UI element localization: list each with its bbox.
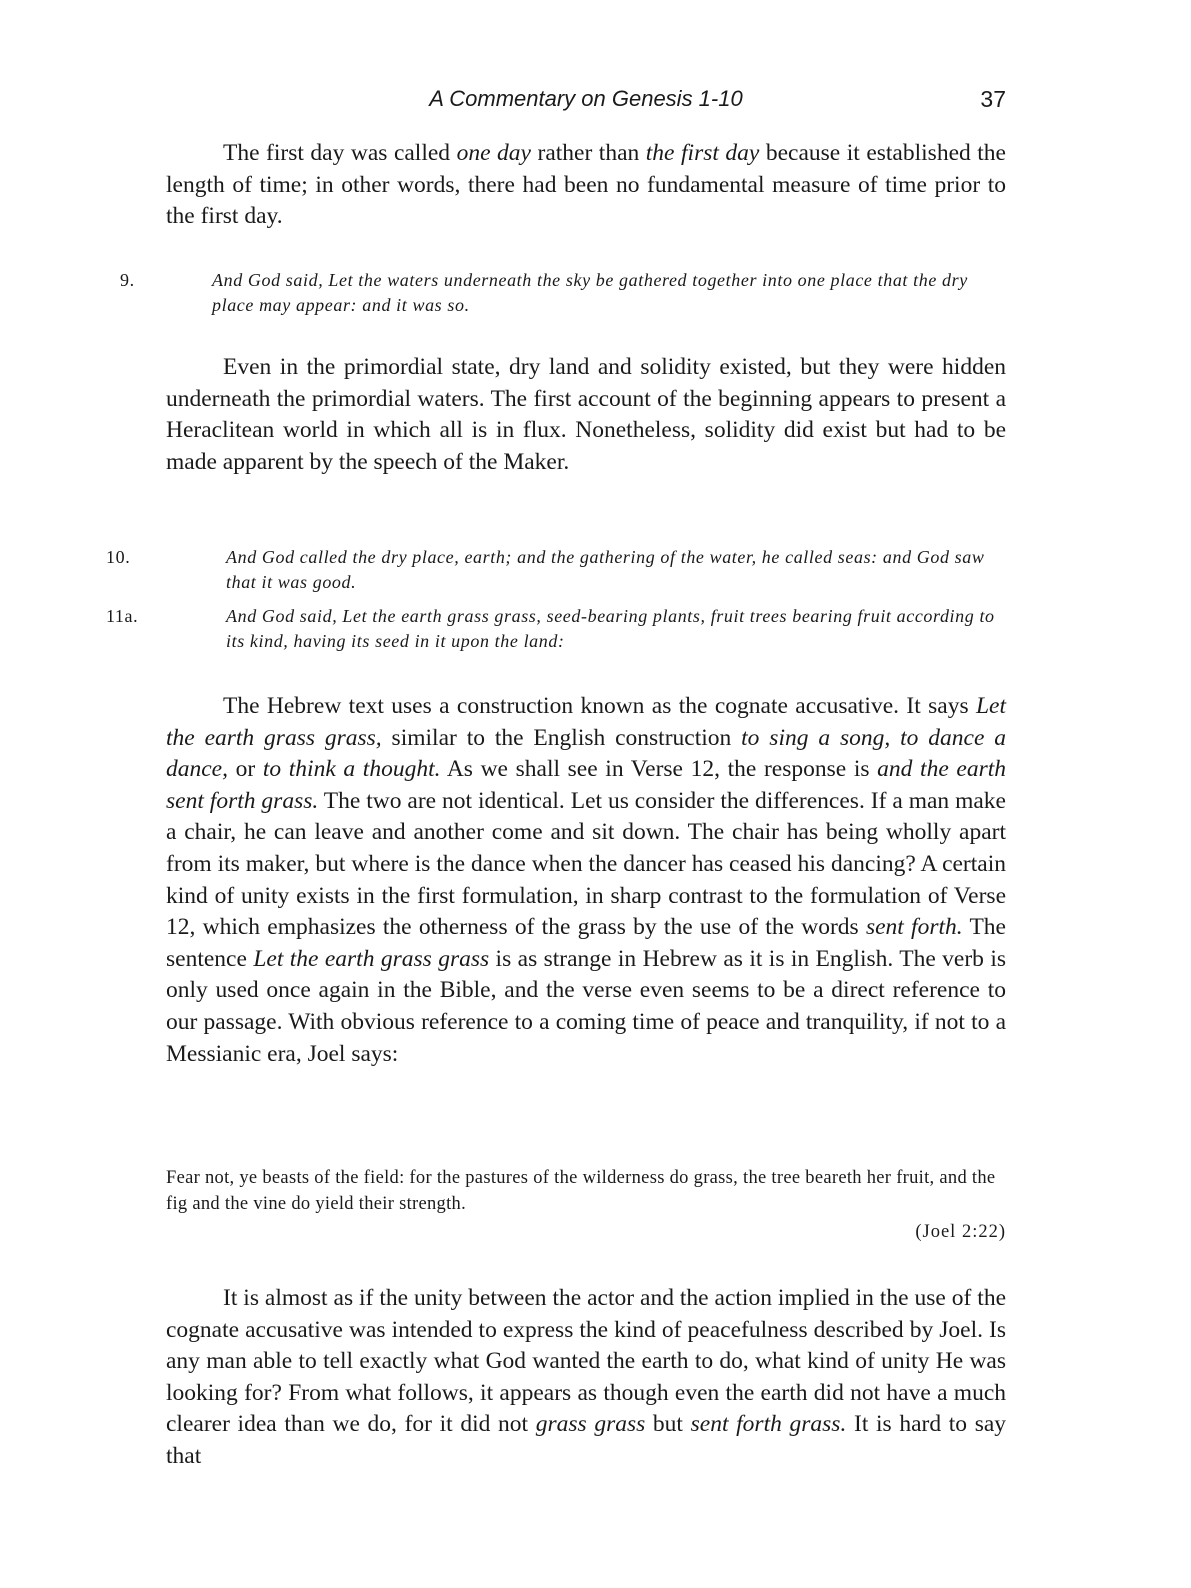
italic-phrase: and the earth sent forth grass. [166,756,1006,814]
italic-phrase: Let the earth grass grass [253,945,490,972]
text-run: because it established the length of time; in other words, there had been no fundamental measure of time prior to the first day. [166,140,1006,230]
italic-phrase: to think a thought. [262,756,441,783]
verse-text: And God called the dry place, earth; and the gathering of the water, he called seas: and God saw that it was good. [226,547,985,592]
verse-text: And God said, Let the earth grass grass, seed-bearing plants, fruit trees bearing fruit according to its kind, having its seed in it upon the land: [226,606,995,651]
text-run: The two are not identical. Let us consider the differences. If a man make a chair, he can leave and another come and sit down. The chair has being wholly apart from its maker, but where is the dance when the dancer has ceased his dancing? A certain kind of unity exists in the first formulation, in sharp contrast to the formulation of Verse 12, which emphasizes the otherness of the grass by the use of the words [166,787,1006,941]
paragraph-first-day [166,138,1006,233]
italic-phrase: grass grass [535,1411,646,1438]
paragraph-unity [166,1283,1006,1473]
page-number: 37 [980,86,1006,112]
verse-9 [120,268,1006,318]
paragraph-cognate-accusative [166,691,1006,1070]
running-head [166,86,1006,118]
text-run: It is hard to say that [166,1411,1007,1469]
text-run: but [645,1411,691,1438]
italic-phrase: sent forth. [865,914,963,941]
italic-phrase: to sing a song, to dance a dance, [166,724,1007,783]
text-run: similar to the English construction [381,724,742,751]
text-run: The sentence [166,914,1006,972]
italic-phrase: sent forth grass. [690,1411,847,1438]
paragraph-primordial [166,352,1006,478]
italic-phrase: one day [456,140,531,166]
verse-number: 10. [106,547,131,567]
verse-text: And God said, Let the waters underneath the sky be gathered together into one place that the dry place may appear: and it was so. [212,270,968,315]
italic-phrase: the first day [645,140,760,166]
italic-phrase: Let the earth grass grass, [166,693,1006,751]
text-run: The first day was called [223,140,457,166]
text-run: or [228,756,263,783]
verse-11a [106,604,1006,654]
block-quote: Fear not, ye beasts of the field: for the pastures of the wilderness do grass, the tree beareth her fruit, and the fig and the vine do yield their strength. [166,1168,996,1214]
running-title: A Commentary on Genesis 1-10 [429,86,743,111]
verse-10 [106,545,1006,595]
quote-citation: (Joel 2:22) [915,1222,1006,1242]
verse-number: 11a. [106,606,139,626]
text-run: The Hebrew text uses a construction known as the cognate accusative. It says [223,693,976,719]
verse-number: 9. [120,270,135,290]
text-run: As we shall see in Verse 12, the response is [440,756,878,783]
text-run: rather than [530,140,646,166]
text-run: It is almost as if the unity between the actor and the action implied in the use of the cognate accusative was intended to express the kind of peacefulness described by Joel. Is any man able to tell exactly what God wanted the earth to do, what kind of unity He was looking for? From what follows, it appears as though even the earth did not have a much clearer idea than we do, for it did not [166,1285,1006,1438]
text-run: Even in the primordial state, dry land and solidity existed, but they were hidden underneath the primordial waters. The first account of the beginning appears to present a Heraclitean world in which all is in flux. Nonetheless, solidity did exist but had to be made apparent by the speech of the Maker. [166,354,1006,475]
text-run: is as strange in Hebrew as it is in English. The verb is only used once again in the Bible, and the verse even seems to be a direct reference to our passage. With obvious reference to a coming time of peace and tranquility, if not to a Messianic era, Joel says: [166,945,1006,1067]
